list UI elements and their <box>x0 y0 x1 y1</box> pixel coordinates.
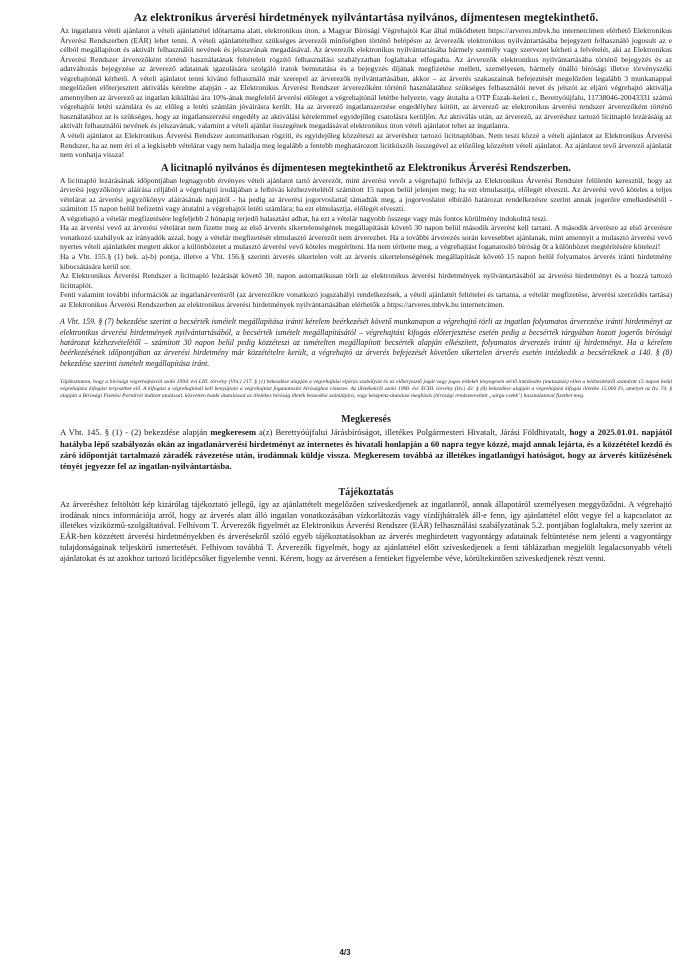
request-paragraph <box>60 427 672 472</box>
page-number: 4/3 <box>339 948 351 957</box>
paragraph-continuous-auction: Ha a Vht. 155.§ (1) bek. a)-b) pontja, illetve a Vht. 156.§ szerinti árverés sikertelen volt az árverés sikertelenségének megállapítását követő 15 napon belül folyamatos árverés iránti hirdetmény kibocsátására kerül sor. <box>60 252 672 271</box>
paragraph-deferral: A végrehajtó a vételár megfizetésére legfeljebb 2 hónapig terjedő halasztást adhat, ha ezt a vételár nagyobb összege vagy más fontos körülmény indokolttá teszi. <box>60 213 548 223</box>
request-part: a(z) Berettyóújfalui Járásbíróságot, illetékes Polgármesteri Hivatalt, Járási Földhivatalt, <box>256 427 570 438</box>
legal-remedy-notice: Tájékoztatom, hogy a bírósági végrehajtásról szóló 1994. évi LIII. törvény (Vht.) 217. § (1) bekezdése alapján a végrehajtási eljárás szabályait és az előterjesztő jogát vagy jogos érdekét lényegesen sértő intézkedés (mulasztás) ellen a kézbesítéstől számított 15 napon belül végrehajtási kifogást terjeszthet elő. A kifogást a végrehajtónál kell benyújtani a végrehajtást foganatosító bírósághoz címezve. Az illetékekről szóló 1990. évi XCIII. törvény (Itv.) 43. § (8) bekezdése alapján a végrehajtási kifogás illetéke 15.000 Ft, amelyet az Itv. 74. § alapján a Bírósági Fizetési Portálról indított utalással, közvetlen banki átutalással az illetékes bíróság illeték beszedési számlájára, vagy készpénz-átutalási megbízás (bírósági rendszeresített „sárga csekk") használatával fizethet meg. <box>60 378 672 400</box>
paragraph-deletion: Az Elektronikus Árverési Rendszer a licitnapló lezárását követő 30. napon automatikusan törli az elektronikus árverési hirdetmények nyilvántartásából az árverési hirdetményt és a hozzá tartozó licitnaplót. <box>60 271 672 290</box>
licitnaplo-heading: A licitnapló nyilvános és díjmentesen megtekinthető az Elektronikus Árverési Rendszerben. <box>161 162 571 174</box>
info-paragraph: Az árveréshez feltöltött kép kizárólag tájékoztató jellegű, így az ajánlattételt megelőzően szíveskedjenek az ingatlanról, annak állapotáról személyesen meggyőződni. A végrehajtó irodának nincs információja arról, hogy az árverés alatt álló ingatlan vonatkozásában vízkorlátozás vagy vízdíjhátralék áll-e fenn, így ajánlattétel előtt vegye fel a kapcsolatot az illetékes víziközmű-szolgáltatóval. Felhívom T. Árverezők figyelmét az Elektronikus Árverési Rendszer (EÁR) felhasználási szabályzatának 5.2. pontjában foglaltakra, mely szerint az EÁR-ben közzétett árverési hirdetményekben és árverésekről szóló egyéb tájékoztatásokban az árverés meghirdetett vagyontárgy adatainak feltüntetése nem jelenti a vagyontárgy tulajdonságainak teljeskörű ismertetését. Felhívom továbbá T. Árverezők figyelmét, hogy az ajánlattétel előtt szíveskedjenek a fenti táblázatban megjelölt legalacsonyabb vételi ajánlatokat és az azokhoz tartozó licitlépcsőket figyelembe venni. Kérem, hogy az árverésen a fentieket figyelembe véve, körültekintően szíveskedjenek részt venni. <box>60 499 672 564</box>
page-heading: Az elektronikus árverési hirdetmények nyilvántartása nyilvános, díjmentesen megtekinthető. <box>133 12 599 24</box>
paragraph-bidding: Az ingatlanra vételi ajánlatot a vételi ajánlattétel időtartama alatt, elektronikus úton, a Magyar Bírósági Végrehajtói Kar által működtetett https://arveres.mbvk.hu internetcímen elérhető Elektronikus Árverési Rendszerben (EÁR) lehet tenni. A vételi ajánlattételhez szükséges árverezői minőségben történő belépésre az árverezők elektronikus nyilvántartásába bejegyzett felhasználó jogosult az e célból megállapított és aktivált felhasználói nevének és jelszavának megadásával. Az árverezők elektronikus nyilvántartásába bármely személy vagy szervezet kérheti a felvételét, aki az Elektronikus Árverési Rendszer árverezőként történő használatának feltételeit rögzítő felhasználási szabályzatban foglaltakat elfogadta. Az árverezők elektronikus nyilvántartásába történő bejegyzés és az adatváltozás bejegyzése az árverező adatainak igazolására szolgáló iratok bemutatása és a bejegyzés díjának megfizetése mellett, személyesen, bármely önálló bírósági illetve törvényszéki végrehajtónál kérhető. A vételi ajánlatot tenni kívánó felhasználó már szerepel az árverezők nyilvántartásában, akkor – az árverés szakaszainak befejeztését megelőzően legalább 3 munkanappal megelőzően előterjesztett aktiválás kérelme alapján - az Elektronikus Árverési Rendszer árverezőként történő használatához szükséges felhasználói nevet és jelszót az eljáró végrehajtó aktiválja amennyiben az árverező az ingatlan kikiáltási ára 10%-ának megfelelő árverési előleget a végrehajtónál letétbe helyezte, vagy átutalta a OTP Észak-keleti r., Berettyóújfalu, 11738046-20043331 számú végrehajtói letéti számlára és az előleg a letéti számlán jóváírásra került. Ha az árverező ingatlanszerzése engedélyhez kötött, az árverező az elektronikus árverési rendszer árverezőként történő használatához az is szükséges, hogy az ingatlanszerzési engedély az aktiválási kérelemmel egyidejűleg csatolásra kerüljön. Az aktiválás után, az árverező, az árveréshez tartozó licitnapló lezárásáig az aktivált felhasználói nevének és jelszavának, valamint a vételi ajánlat összegének megadásával elektronikus úton vételi ajánlatot tehet az ingatlanra. <box>60 26 672 131</box>
paragraph-bid-record: A vételi ajánlatot az Elektronikus Árverési Rendszer automatikusan rögzíti, és egyidejűleg közzéteszi az árveréshez tartozó licitnaplóban. Nem teszi közzé a vételi ajánlatot az Elektronikus Árverési Rendszer, ha az nem éri el a legkisebb vételárat vagy nem haladja meg legalább a fentebb meghatározott licitküszöb összegével az előzőleg közzétett vételi ajánlatot. Az ajánlatot tevő árverező ajánlatát nem vonhatja vissza! <box>60 131 672 160</box>
paragraph-further-info: Fenti valamint további információk az ingatlanárverésről (az árverezőkre vonatkozó jogszabályi rendelkezések, a vételi ajánlattét feltételei és tartama, a vételár megfizetése, árverési szerződés tartása) az Elektronikus Árverési Rendszerben az elektronikus árverési hirdetmények nyilvántartásában elérhetők a https://arveres.mbvk.hu internetcímen. <box>60 290 672 309</box>
info-title: Tájékoztatás <box>338 486 394 498</box>
paragraph-second-auction: Ha az árverési vevő az árverési vételárat nem fizette meg az első árverés sikertelenségének megállapítását követő 30 napon belül második árverést kell tartani. A második árverésre az első árverésre vonatkozó szabályok az irányadók azzal, hogy a vételár megfizetését elmulasztó árverezőt nem árverezhet. Ha a további árverezés során kevesebbet ajánlanak, mint amennyit a mulasztó árverési vevő nyertes vételi ajánlatként megtett akkor a különbözetet a mulasztó árverési vevő köteles megtéríteni. Ha nem térítette meg, a végrehajtást foganatosító bíróság őt a különbözet megtérítésére kötelezi! <box>60 223 672 252</box>
italic-notice: A Vht. 159. § (7) bekezdése szerint a becsérték ismételt megállapítása iránti kérelem beérkezését követő munkanapon a végrehajtó törli az ingatlan folyamatos árverezése iránti hirdetményt az elektronikus árverési hirdetmények nyilvántartásából, a becsérték ismételt megállapításától – végrehajtási kifogás előterjesztése esetén pedig a becsérték tárgyában hozott jogerős bírósági határozat kézhezvételétől – számított 30 napon belül pedig közzéteszi az ismételten megállapított becsérték alapján elkészített, folyamatos árverezés iránti új hirdetményt. Ha a kérelem beérkezésének időpontjában az árverési hirdetmény már közzétételre került, a végrehajtó az árverés befejezését követően sikertelen árverés esetén intézkedik a becsértéknek a 140. § (8) bekezdése szerinti ismételt megállapítása iránt. <box>60 317 672 368</box>
request-part: A Vht. 145. § (1) - (2) bekezdése alapján <box>60 427 211 438</box>
document-page <box>60 12 672 565</box>
request-title: Megkeresés <box>341 414 391 426</box>
request-part-bold: megkeresem <box>210 427 257 438</box>
request-part-bold: hogy a 2025.01.01. napjától hatályba lépő szabályozás okán az ingatlanárverési hirdetményt az internetes és hivatali honlapján a 60 napra tegye közzé, majd annak lejárta, és a közzététel kezdő és záró időpontját tartalmazó záradék rávezetése után, irodámnak küldje vissza. Megkeresem továbbá az illetékes ingatlanügyi hatóságot, hogy az árverés kitűzésének tényét jegyezze fel az ingatlan-nyilvántartásba. <box>60 427 673 472</box>
paragraph-winner: A licitnapló lezárásának időpontjában legnagyobb érvényes vételi ajánlatot tartó árverezőt, mint árverési vevőt a végrehajtó felhívja az Elektronikus Árverési Rendszer felületén keresztül, hogy az árverési jegyzőkönyv aláírása céljából a végrehajtó irodájában a felhívás kézhezvételétől számított 15 napon belül jelenjen meg; ha ezt elmulasztja, előlegét elveszti. Az árverési vevő köteles a teljes vételárat az árverési jegyzőkönyv aláírásának napjától - ha pedig az árverési jogorvoslattal támadták meg, a jogorvoslatot elbíráló határozat rendelkezésre szerint annak jogerőre emelkedésétől - számított 15 napon belül befizetni vagy átutalni a végrehajtói letéti számlára; ha ezt elmulasztja, előlegét elveszti. <box>60 175 672 214</box>
